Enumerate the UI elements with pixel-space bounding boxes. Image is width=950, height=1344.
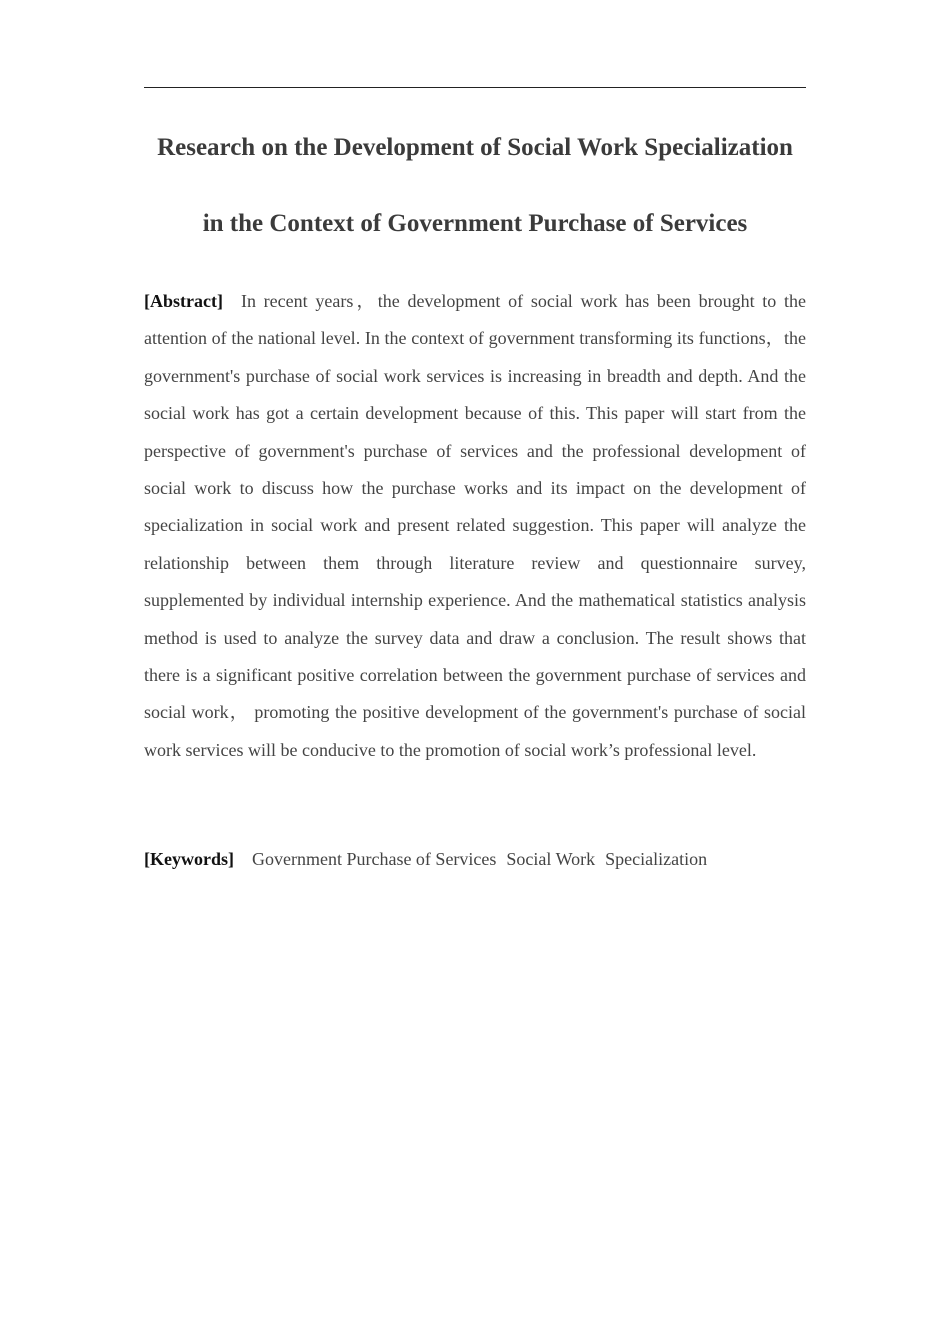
- keyword-item: Government Purchase of Services: [251, 849, 497, 869]
- keyword-item: Social Work: [506, 849, 596, 869]
- header-rule: [144, 87, 806, 88]
- keywords-line: [144, 845, 806, 873]
- abstract-label: [Abstract]: [144, 291, 223, 311]
- abstract-paragraph: [144, 283, 806, 769]
- abstract-text: In recent years，the development of social work has been brought to the attention of the national level. In the context of government transforming its functions，the government's purchase of social work services is increasing in breadth and depth. And the social work has got a certain development because of this. This paper will start from the perspective of government's purchase of services and the professional development of social work to discuss how the purchase works and its impact on the development of specialization in social work and present related suggestion. This paper will analyze the relationship between them through literature review and questionnaire survey, supplemented by individual internship experience. And the mathematical statistics analysis method is used to analyze the survey data and draw a conclusion. The result shows that there is a significant positive correlation between the government purchase of services and social work， promoting the positive development of the government's purchase of social work services will be conducive to the promotion of social work’s professional level.: [144, 291, 806, 760]
- keyword-item: Specialization: [605, 849, 708, 869]
- paper-title-line-1: Research on the Development of Social Work Specialization: [157, 134, 793, 161]
- paper-title-line-2: in the Context of Government Purchase of Services: [202, 210, 748, 237]
- keywords-label: [Keywords]: [144, 849, 234, 869]
